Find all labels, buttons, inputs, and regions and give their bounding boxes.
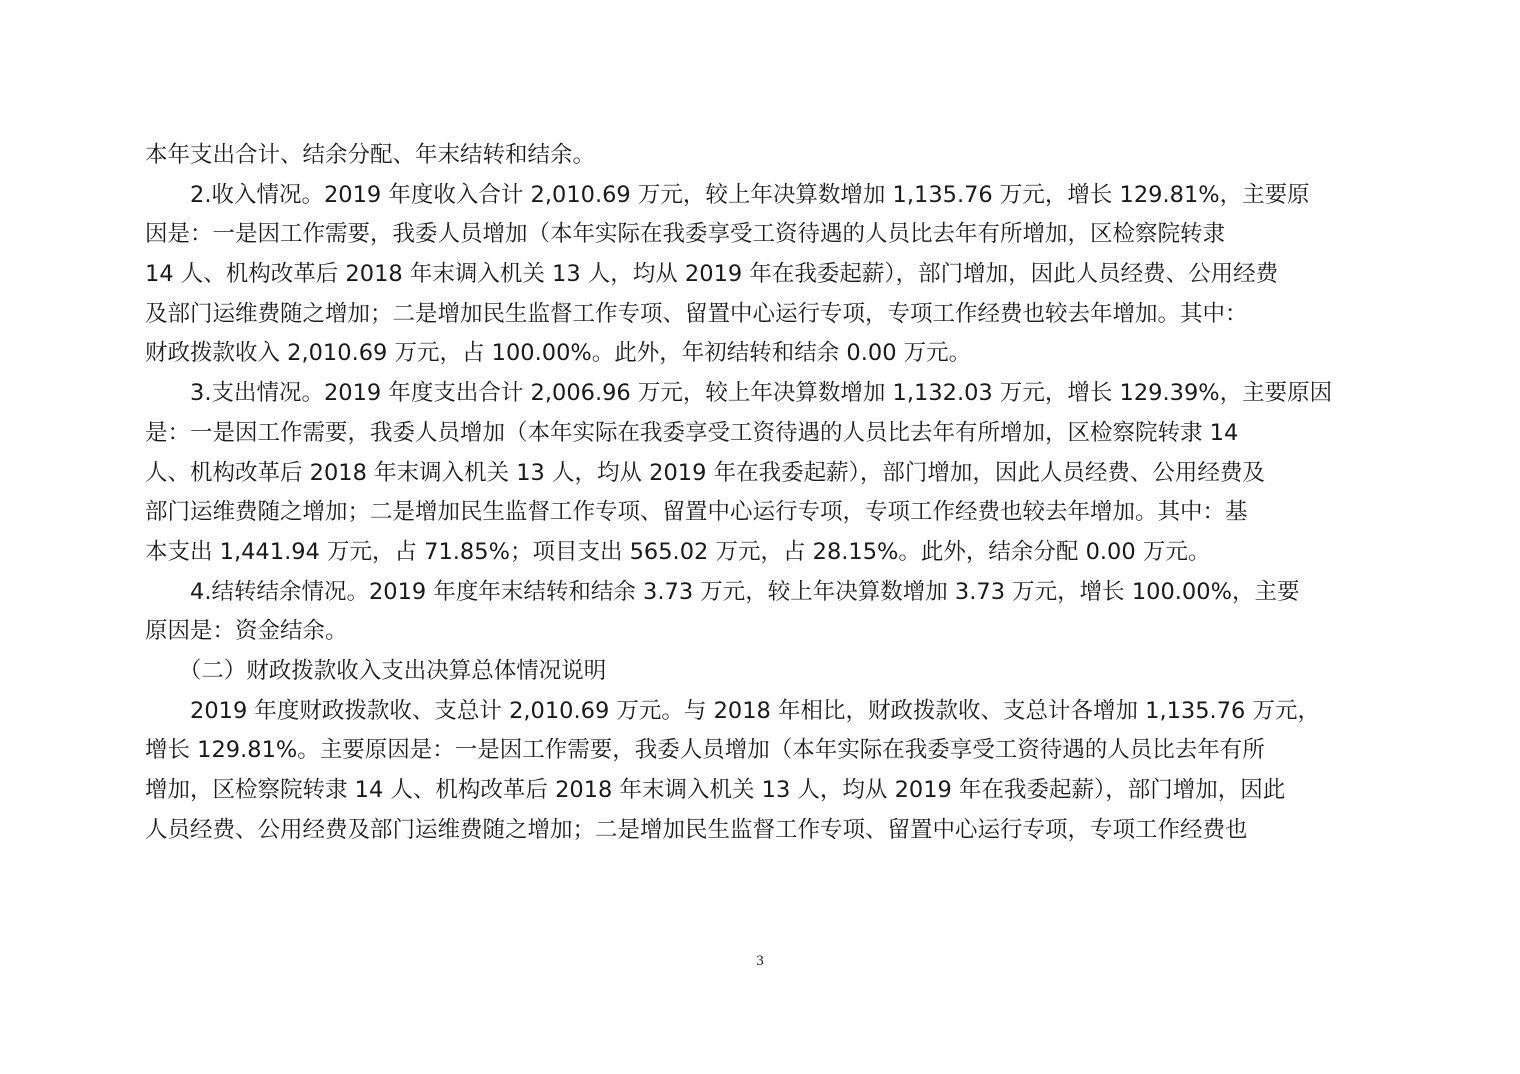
text-line: 本年支出合计、结余分配、年末结转和结余。 bbox=[145, 142, 596, 168]
text-line: 3.支出情况。2019 年度支出合计 2,006.96 万元，较上年决算数增加 1,132.03 万元，增长 129.39%，主要原因 bbox=[145, 380, 1333, 407]
text-line: 及部门运维费随之增加；二是增加民生监督工作专项、留置中心运行专项，专项工作经费也较去年增加。其中： bbox=[145, 300, 1248, 327]
text-line: 本支出 1,441.94 万元，占 71.85%；项目支出 565.02 万元，占 28.15%。此外，结余分配 0.00 万元。 bbox=[145, 538, 1211, 565]
text-line: 2019 年度财政拨款收、支总计 2,010.69 万元。与 2018 年相比，财政拨款收、支总计各增加 1,135.76 万元， bbox=[145, 697, 1320, 724]
body-text bbox=[145, 136, 1377, 850]
text-line: 14 人、机构改革后 2018 年末调入机关 13 人，均从 2019 年在我委起薪），部门增加，因此人员经费、公用经费 bbox=[145, 261, 1279, 288]
text-line: 原因是：资金结余。 bbox=[145, 618, 348, 645]
text-line: 2.收入情况。2019 年度收入合计 2,010.69 万元，较上年决算数增加 1,135.76 万元，增长 129.81%，主要原 bbox=[145, 181, 1310, 208]
text-line: 因是：一是因工作需要，我委人员增加（本年实际在我委享受工资待遇的人员比去年有所增加，区检察院转隶 bbox=[145, 221, 1226, 248]
text-line: 是：一是因工作需要，我委人员增加（本年实际在我委享受工资待遇的人员比去年有所增加，区检察院转隶 14 bbox=[145, 419, 1239, 446]
text-line: 增加，区检察院转隶 14 人、机构改革后 2018 年末调入机关 13 人，均从 2019 年在我委起薪），部门增加，因此 bbox=[145, 777, 1286, 803]
text-line: 4.结转结余情况。2019 年度年末结转和结余 3.73 万元，较上年决算数增加 3.73 万元，增长 100.00%，主要 bbox=[145, 578, 1300, 605]
text-line: 人员经费、公用经费及部门运维费随之增加；二是增加民生监督工作专项、留置中心运行专项，专项工作经费也 bbox=[145, 816, 1248, 843]
section-heading: （二）财政拨款收入支出决算总体情况说明 bbox=[145, 657, 607, 684]
text-line: 增长 129.81%。主要原因是：一是因工作需要，我委人员增加（本年实际在我委享受工资待遇的人员比去年有所 bbox=[145, 737, 1265, 764]
page-number: 3 bbox=[756, 953, 764, 969]
text-line: 部门运维费随之增加；二是增加民生监督工作专项、留置中心运行专项，专项工作经费也较去年增加。其中：基 bbox=[145, 499, 1248, 526]
text-line: 人、机构改革后 2018 年末调入机关 13 人，均从 2019 年在我委起薪），部门增加，因此人员经费、公用经费及 bbox=[145, 459, 1265, 486]
text-line: 财政拨款收入 2,010.69 万元，占 100.00%。此外，年初结转和结余 0.00 万元。 bbox=[145, 340, 972, 367]
